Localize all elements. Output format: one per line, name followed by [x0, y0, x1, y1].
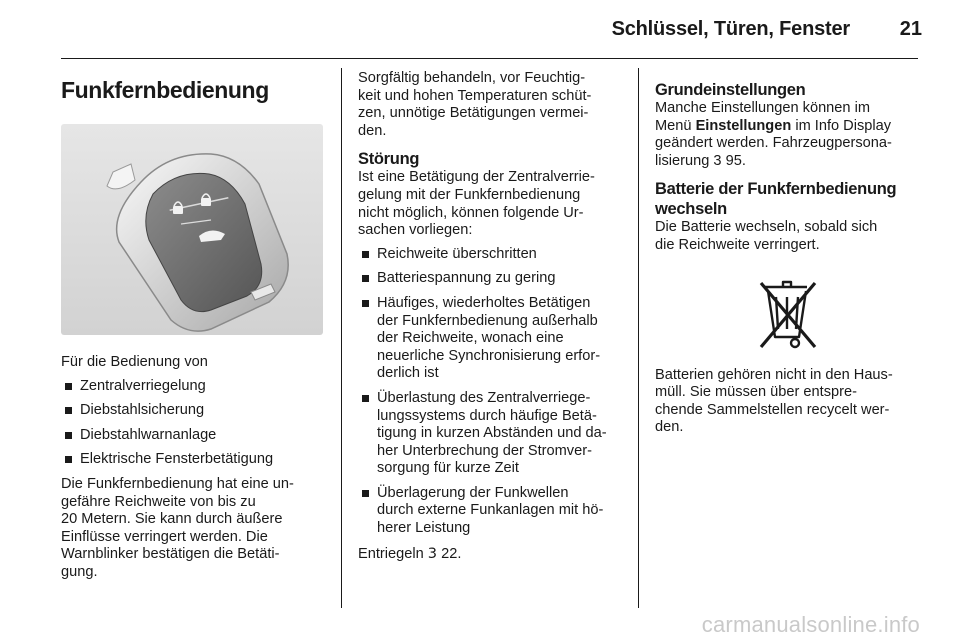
key-fob-photo — [61, 124, 323, 335]
battery-paragraph — [655, 219, 930, 254]
text-line: gung. — [61, 563, 98, 580]
care-paragraph — [358, 70, 633, 140]
heading-funkfernbedienung: Funkfernbedienung — [61, 77, 269, 103]
text-line: den. — [358, 122, 387, 139]
intro-text: Für die Bedienung von — [61, 354, 208, 370]
right-column — [655, 70, 930, 437]
text-line: 20 Metern. Sie kann durch äußere — [61, 511, 283, 528]
text-line: geändert werden. Fahrzeugpersona- — [655, 135, 892, 152]
list-item: Diebstahlwarnanlage — [63, 427, 333, 445]
fault-causes-list — [358, 246, 633, 538]
settings-paragraph — [655, 100, 930, 170]
column-divider-1 — [341, 68, 342, 608]
text-line: lisierung 3 95. — [655, 152, 746, 169]
reference-arrow-icon: 3 — [427, 544, 438, 562]
header-divider — [61, 58, 918, 59]
text-line: gefähre Reichweite von bis zu — [61, 493, 256, 510]
list-item: Elektrische Fensterbetätigung — [63, 451, 333, 469]
text-line: Manche Einstellungen können im — [655, 100, 870, 116]
text-line: chende Sammelstellen recycelt wer- — [655, 401, 890, 418]
section-title: Schlüssel, Türen, Fenster — [611, 18, 850, 40]
text-line: gelung mit der Funkfernbedienung — [358, 186, 581, 203]
unlock-reference: Entriegeln 3 22. — [358, 544, 462, 562]
text-line: die Reichweite verringert. — [655, 236, 820, 253]
watermark: carmanualsonline.info — [701, 612, 920, 637]
text-line: den. — [655, 419, 684, 436]
middle-column — [358, 70, 633, 563]
list-item: Überlastung des Zentralverriege- lungssystems durch häufige Betä- tigung in kurzen Abständen und da- her Unterbrechung der Stromver- sorgung für kurze Zeit — [360, 390, 633, 478]
text-line: müll. Sie müssen über entspre- — [655, 384, 857, 401]
text-line: Die Batterie wechseln, sobald sich — [655, 219, 878, 236]
heading-batterie-wechseln: Batterie der Funkfernbedienung wechseln — [655, 180, 897, 219]
page-number: 21 — [899, 18, 922, 40]
list-item: Batteriespannung zu gering — [360, 270, 633, 288]
text-line: keit und hohen Temperaturen schüt- — [358, 87, 592, 104]
heading-grundeinstellungen: Grundeinstellungen — [655, 81, 806, 99]
text-line: Ist eine Betätigung der Zentralverrie- — [358, 169, 595, 186]
text-line: zen, unnötige Betätigungen vermei- — [358, 105, 589, 122]
text-line: Die Funkfernbedienung hat eine un- — [61, 475, 294, 492]
reference-arrow-icon: 3 — [713, 152, 722, 169]
list-item: Häufiges, wiederholtes Betätigen der Funkfernbedienung außerhalb der Reichweite, wonach eine neuerliche Synchronisierung erfor- derlich ist — [360, 295, 633, 383]
list-item: Zentralverriegelung — [63, 378, 333, 396]
page-reference-link[interactable]: 95. — [725, 152, 746, 169]
heading-stoerung: Störung — [358, 150, 420, 169]
disposal-paragraph — [655, 367, 930, 437]
list-item: Überlagerung der Funkwellen durch externe Funkanlagen mit hö- herer Leistung — [360, 485, 633, 538]
text-line: nicht möglich, können folgende Ur- — [358, 204, 584, 221]
text-line: sachen vorliegen: — [358, 222, 473, 239]
list-item: Reichweite überschritten — [360, 246, 633, 264]
menu-name: Einstellungen — [695, 117, 792, 134]
range-paragraph — [61, 476, 333, 582]
key-fob-image — [61, 124, 323, 335]
text-line: Einflüsse verringert werden. Die — [61, 528, 268, 545]
text-line: Warnblinker bestätigen die Betäti- — [61, 546, 280, 563]
text-line: Sorgfältig behandeln, vor Feuchtig- — [358, 70, 586, 86]
text-line: Batterien gehören nicht in den Haus- — [655, 366, 893, 383]
fault-paragraph — [358, 169, 633, 239]
column-divider-2 — [638, 68, 639, 608]
left-column — [61, 70, 333, 582]
list-item: Diebstahlsicherung — [63, 402, 333, 420]
feature-list — [61, 378, 333, 469]
crossed-out-bin-icon — [731, 273, 841, 353]
text-line: Menü Einstellungen im Info Display — [655, 117, 892, 134]
page-reference-link[interactable]: 22. — [441, 545, 462, 562]
